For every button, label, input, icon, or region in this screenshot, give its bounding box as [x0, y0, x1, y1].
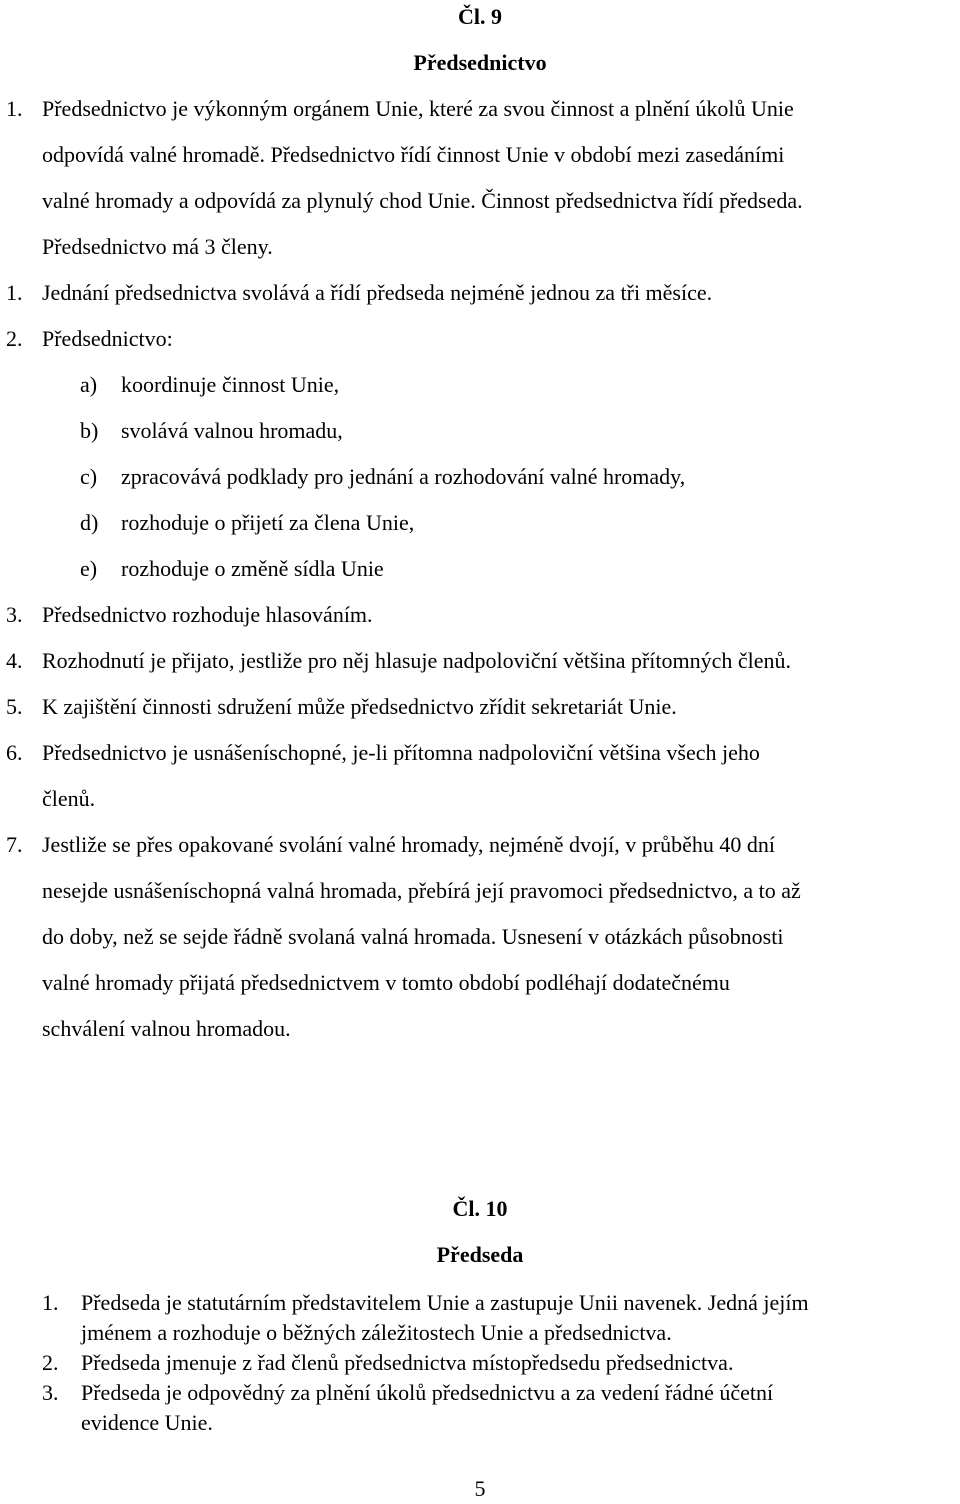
art10-p1-line: jménem a rozhoduje o běžných záležitostech Unie a předsednictva.: [81, 1320, 672, 1345]
art10-p1-number: 1.: [42, 1290, 59, 1315]
art9-p1-line: odpovídá valné hromadě. Předsednictvo řídí činnost Unie v období mezi zasedáními: [42, 142, 785, 167]
art9-p6-line: členů.: [42, 786, 96, 811]
art9-p1-line: Předsednictvo má 3 členy.: [42, 234, 273, 259]
article-9-heading: Čl. 9: [458, 4, 502, 29]
art9-p6-line: Předsednictvo je usnášeníschopné, je-li přítomna nadpoloviční většina všech jeho: [42, 740, 760, 765]
art10-p1-line: Předseda je statutárním představitelem Unie a zastupuje Unii navenek. Jedná jejím: [81, 1290, 809, 1315]
art9-p1-number: 1.: [6, 96, 23, 121]
art10-p3-line: Předseda je odpovědný za plnění úkolů předsednictvu a za vedení řádné účetní: [81, 1380, 774, 1405]
article-10-title: Předseda: [436, 1242, 524, 1267]
art10-p2-number: 2.: [42, 1350, 59, 1375]
art9-p7-line: Jestliže se přes opakované svolání valné hromady, nejméně dvojí, v průběhu 40 dní: [42, 832, 775, 857]
list-letter: d): [80, 510, 99, 535]
list-letter: c): [80, 464, 98, 489]
list-item: svolává valnou hromadu,: [121, 418, 343, 443]
list-item: rozhoduje o přijetí za člena Unie,: [121, 510, 415, 535]
art9-p1-line: Předsednictvo je výkonným orgánem Unie, které za svou činnost a plnění úkolů Unie: [42, 96, 794, 121]
art9-p5-text: K zajištění činnosti sdružení může předsednictvo zřídit sekretariát Unie.: [42, 694, 677, 719]
list-item: koordinuje činnost Unie,: [121, 372, 340, 397]
article-10-heading: Čl. 10: [452, 1196, 508, 1221]
article-9-title: Předsednictvo: [413, 50, 547, 75]
art10-p3-line: evidence Unie.: [81, 1410, 213, 1435]
art9-p3-number: 3.: [6, 602, 23, 627]
art9-p1-line: valné hromady a odpovídá za plynulý chod Unie. Činnost předsednictva řídí předseda.: [42, 188, 803, 213]
list-letter: e): [80, 556, 98, 581]
art9-p7-line: do doby, než se sejde řádně svolaná valná hromada. Usnesení v otázkách působnosti: [42, 924, 784, 949]
list-letter: a): [80, 372, 98, 397]
art10-p3-number: 3.: [42, 1380, 59, 1405]
art9-p7-number: 7.: [6, 832, 23, 857]
art9-p1b-number: 1.: [6, 280, 23, 305]
list-item: rozhoduje o změně sídla Unie: [121, 556, 384, 581]
art9-p7-line: nesejde usnášeníschopná valná hromada, přebírá její pravomoci předsednictvo, a to až: [42, 878, 801, 903]
page-number: 5: [474, 1476, 486, 1501]
art9-p7-line: valné hromady přijatá předsednictvem v tomto období podléhají dodatečnému: [42, 970, 730, 995]
art9-p2-number: 2.: [6, 326, 23, 351]
art9-p3-text: Předsednictvo rozhoduje hlasováním.: [42, 602, 373, 627]
list-letter: b): [80, 418, 99, 443]
art9-p7-line: schválení valnou hromadou.: [42, 1016, 291, 1041]
art9-p4-number: 4.: [6, 648, 23, 673]
art9-p4-text: Rozhodnutí je přijato, jestliže pro něj hlasuje nadpoloviční většina přítomných členů.: [42, 648, 792, 673]
art9-p2-text: Předsednictvo:: [42, 326, 173, 351]
art9-p6-number: 6.: [6, 740, 23, 765]
art9-p5-number: 5.: [6, 694, 23, 719]
art9-p1b-text: Jednání předsednictva svolává a řídí předseda nejméně jednou za tři měsíce.: [42, 280, 713, 305]
art10-p2-text: Předseda jmenuje z řad členů předsednictva místopředsedu předsednictva.: [81, 1350, 734, 1375]
list-item: zpracovává podklady pro jednání a rozhodování valné hromady,: [121, 464, 686, 489]
